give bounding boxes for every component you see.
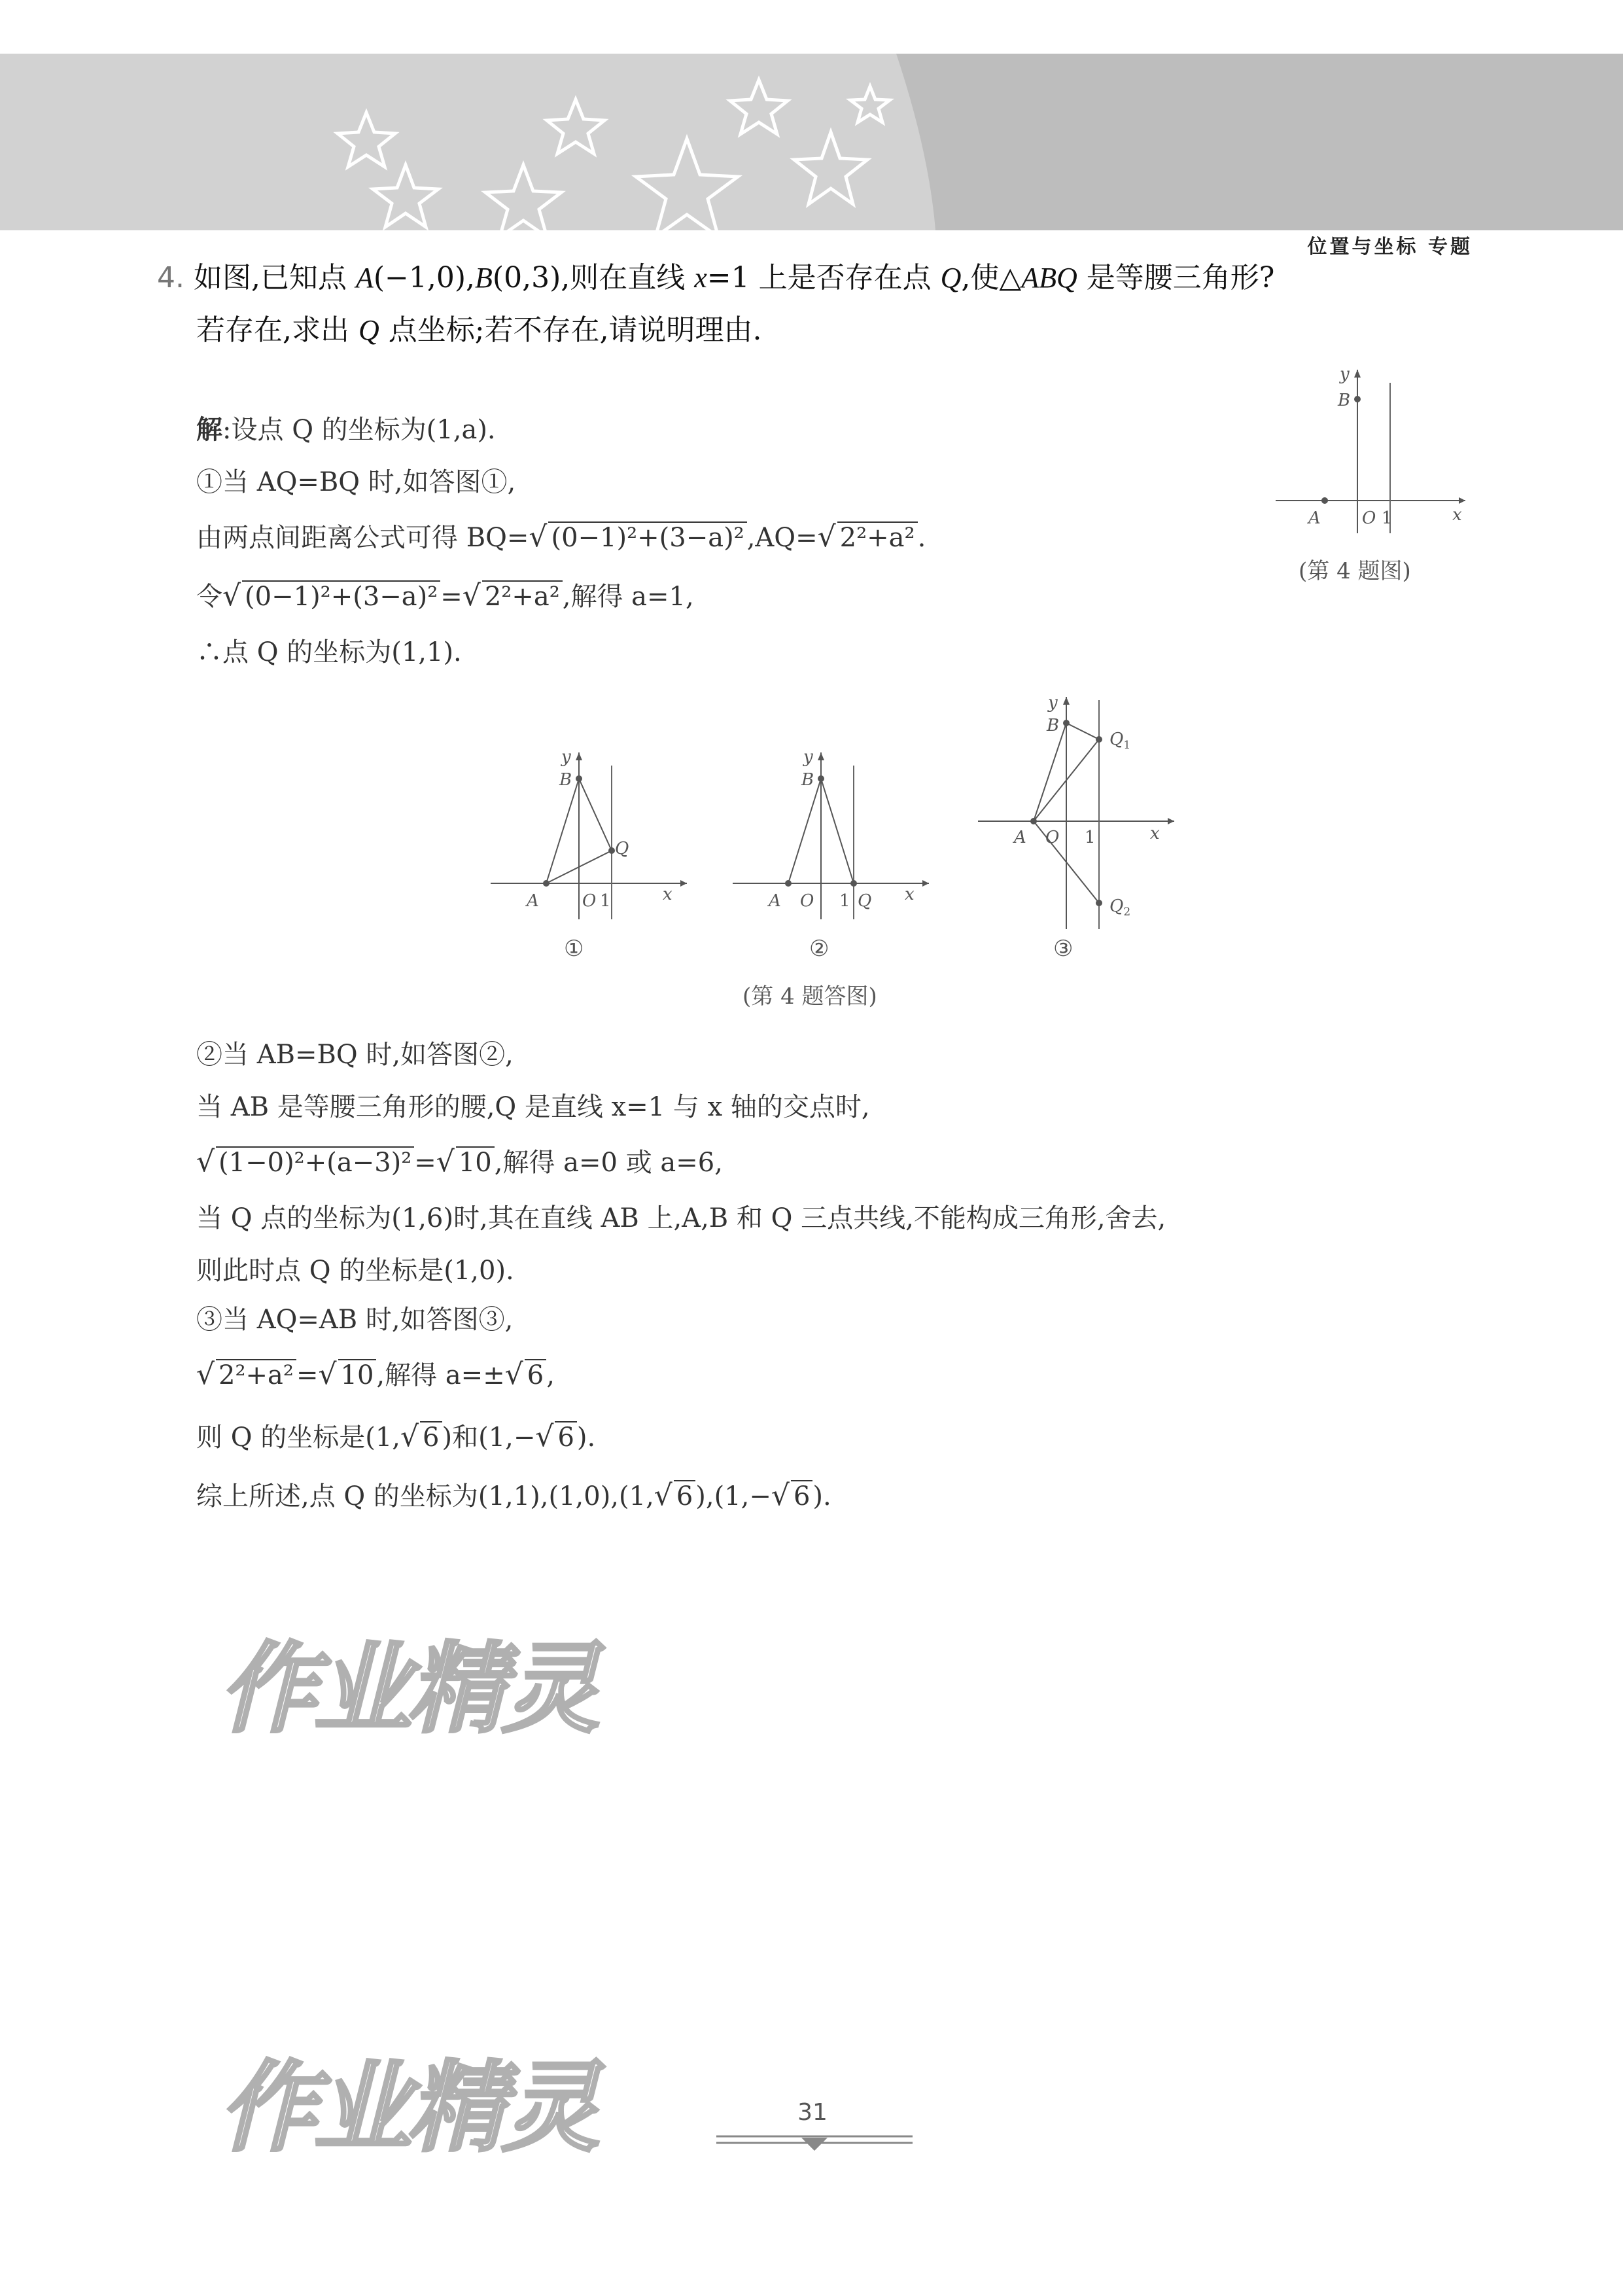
question-figure (1269, 363, 1478, 540)
answer-figure-3-number: ③ (1053, 936, 1073, 962)
answer-figures-caption: (第 4 题答图) (742, 983, 877, 1010)
star-icon (547, 99, 604, 154)
radical: 2²+a² (837, 521, 918, 553)
radical: 6 (525, 1359, 546, 1390)
solution-line: 则 Q 的坐标是(1,√ 6 )和(1,−√ 6 ). (196, 1420, 596, 1453)
q-text: =1 上是否存在点 (707, 261, 941, 294)
solution-line: ②当 AB=BQ 时,如答图②, (196, 1040, 514, 1070)
q-text: 如图,已知点 (193, 261, 356, 294)
solution-text: ,解得 a=± (376, 1360, 505, 1390)
label-o: O (800, 891, 814, 911)
label-a: A (769, 891, 781, 911)
label-q: Q (615, 839, 629, 858)
label-q2-sub: 2 (1123, 906, 1131, 919)
question-figure-caption: (第 4 题图) (1299, 558, 1411, 584)
label-a: A (1308, 508, 1321, 528)
section-label: 位置与坐标 专题 (1307, 236, 1473, 258)
solution-text: . (917, 523, 926, 553)
answer-figure-2-number: ② (809, 936, 829, 962)
solution-text: = (296, 1360, 319, 1390)
label-x: x (1150, 824, 1160, 843)
answer-figure-2 (729, 746, 932, 929)
q-text: 点坐标;若不存在,请说明理由. (379, 313, 762, 347)
solution-text: ),(1,− (695, 1481, 771, 1511)
answer-figure-3 (975, 687, 1178, 936)
label-y: y (1048, 693, 1058, 713)
point-a (1321, 497, 1328, 504)
label-one: 1 (600, 891, 611, 911)
question-number: 4. (157, 261, 184, 294)
q-triangle: ABQ (1021, 262, 1077, 294)
label-one: 1 (1382, 508, 1393, 528)
radical: (1−0)²+(a−3)² (216, 1146, 414, 1178)
solution-text: 则 Q 的坐标是(1, (196, 1422, 400, 1453)
solution-label: 解 (196, 414, 222, 445)
q-point-b: B (475, 262, 493, 294)
radical: 6 (555, 1421, 576, 1453)
label-o: O (1045, 828, 1060, 847)
label-a: A (527, 891, 539, 911)
solution-line: 则此时点 Q 的坐标是(1,0). (196, 1256, 514, 1286)
q-text: (0,3),则在直线 (492, 261, 695, 294)
watermark: 作业精灵 (219, 1633, 597, 1746)
watermark: 作业精灵 (219, 2051, 597, 2165)
label-y: y (561, 747, 571, 767)
point-b (1354, 396, 1361, 402)
q-text: ,使△ (961, 261, 1022, 294)
question-line-1 (157, 252, 1465, 304)
q-text: 是等腰三角形? (1077, 261, 1275, 294)
solution-line: √ (1−0)²+(a−3)² =√ 10 ,解得 a=0 或 a=6, (196, 1145, 723, 1178)
x-arrow (1459, 497, 1465, 504)
label-y: y (1340, 364, 1350, 384)
label-a: A (1014, 828, 1026, 847)
solution-line: 由两点间距离公式可得 BQ=√ (0−1)²+(3−a)² ,AQ=√ 2²+a² . (196, 520, 926, 554)
solution-text: 综上所述,点 Q 的坐标为(1,1),(1,0),(1, (196, 1481, 654, 1511)
label-one: 1 (1085, 828, 1096, 847)
solution-text: 由两点间距离公式可得 BQ= (196, 523, 529, 553)
solution-line (196, 409, 496, 446)
y-arrow (1354, 370, 1361, 378)
radical: 10 (456, 1146, 495, 1178)
label-b: B (801, 770, 814, 790)
solution-line: 当 Q 点的坐标为(1,6)时,其在直线 AB 上,A,B 和 Q 三点共线,不能构成三角形,舍去, (196, 1203, 1166, 1233)
label-o: O (582, 891, 597, 911)
label-x: x (905, 885, 915, 904)
label-x: x (1452, 505, 1462, 525)
radical: 2²+a² (216, 1359, 296, 1390)
solution-text: = (440, 582, 462, 612)
answer-figure-1-number: ① (564, 936, 584, 962)
solution-line: 综上所述,点 Q 的坐标为(1,1),(1,0),(1,√ 6 ),(1,−√ 6 ). (196, 1479, 831, 1512)
radical: 6 (420, 1421, 442, 1453)
question-text (157, 252, 1465, 357)
solution-text: )和(1,− (442, 1422, 536, 1453)
q-text: (−1,0), (373, 261, 476, 294)
star-icon (794, 132, 867, 204)
q-point-a: A (355, 262, 374, 294)
radical: (0−1)²+(3−a)² (242, 580, 440, 612)
solution-line: ③当 AQ=AB 时,如答图③, (196, 1305, 514, 1335)
q-var-x: x (694, 262, 707, 294)
star-icon (373, 165, 438, 227)
question-line-2 (157, 304, 1465, 357)
page-number: 31 (797, 2099, 828, 2126)
header-banner (0, 54, 1623, 258)
label-b: B (559, 770, 572, 790)
star-icon (485, 165, 561, 237)
solution-text: ,解得 a=0 或 a=6, (494, 1148, 723, 1178)
star-icon (338, 113, 395, 167)
label-q2-letter: Q (1109, 896, 1124, 916)
answer-figure-1 (487, 746, 690, 929)
star-icon (636, 139, 738, 237)
solution-text: ). (812, 1481, 831, 1511)
star-icon (730, 80, 788, 134)
radical: 2²+a² (482, 580, 563, 612)
solution-text: ). (576, 1422, 596, 1453)
label-q: Q (858, 891, 872, 911)
label-one: 1 (839, 891, 850, 911)
solution-text: ,AQ= (746, 523, 818, 553)
label-y: y (803, 747, 813, 767)
solution-text: :设点 Q 的坐标为(1,a). (222, 415, 496, 445)
solution-line: 当 AB 是等腰三角形的腰,Q 是直线 x=1 与 x 轴的交点时, (196, 1092, 870, 1122)
solution-line: √ 2²+a² =√ 10 ,解得 a=±√ 6 , (196, 1358, 555, 1391)
label-q1 (1109, 730, 1130, 752)
radical: 6 (791, 1480, 812, 1511)
radical: (0−1)²+(3−a)² (548, 521, 746, 553)
page-number-ornament (716, 2130, 913, 2156)
q-text: 若存在,求出 (196, 313, 358, 347)
solution-text: ,解得 a=1, (562, 582, 694, 612)
solution-line: ①当 AQ=BQ 时,如答图①, (196, 467, 516, 497)
star-decoration (0, 54, 1623, 230)
label-q2 (1109, 896, 1130, 919)
label-q1-letter: Q (1109, 730, 1124, 749)
radical: 6 (674, 1480, 695, 1511)
solution-text: = (414, 1148, 436, 1178)
label-x: x (663, 885, 672, 904)
label-b: B (1338, 391, 1351, 410)
solution-line: ∴点 Q 的坐标为(1,1). (196, 637, 462, 667)
solution-text: , (546, 1360, 555, 1390)
q-point-q: Q (940, 262, 962, 294)
radical: 10 (338, 1359, 377, 1390)
label-o: O (1362, 508, 1376, 528)
solution-text: 令 (196, 582, 222, 612)
label-b: B (1047, 716, 1060, 735)
star-icon (850, 86, 890, 122)
q-point-q: Q (358, 314, 379, 346)
label-q1-sub: 1 (1123, 739, 1131, 752)
solution-line: 令√ (0−1)²+(3−a)² =√ 2²+a² ,解得 a=1, (196, 579, 694, 612)
